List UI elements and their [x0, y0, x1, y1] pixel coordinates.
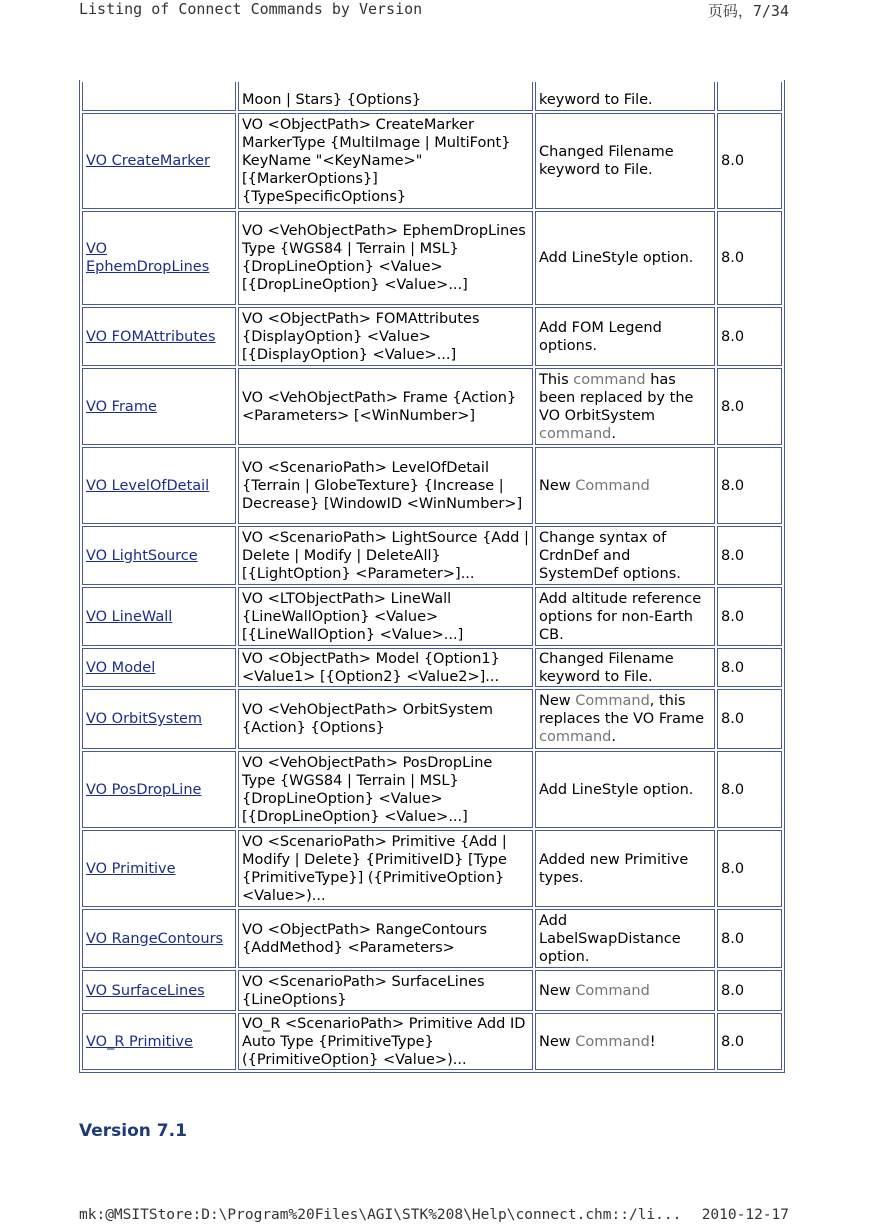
table-row — [82, 307, 782, 366]
description-text: command — [539, 425, 612, 442]
command-link[interactable]: VO_R Primitive — [86, 1033, 193, 1050]
description-text: command — [573, 371, 646, 388]
command-link[interactable]: VO Primitive — [86, 860, 176, 877]
command-cell — [82, 307, 236, 366]
page-header-title: Listing of Connect Commands by Version — [79, 0, 423, 18]
description-text: Command — [575, 477, 650, 494]
syntax-cell: VO <ObjectPath> Model {Option1} <Value1> [{Option2} <Value2>]... — [238, 648, 533, 687]
syntax-cell: VO <ScenarioPath> Primitive {Add | Modify | Delete} {PrimitiveID} [Type {PrimitiveType}] ({PrimitiveOption} <Value>)... — [238, 830, 533, 907]
command-cell — [82, 751, 236, 828]
table-row — [82, 830, 782, 907]
command-cell — [82, 587, 236, 646]
version-cell: 8.0 — [717, 211, 782, 305]
description-cell: Added new Primitive types. — [535, 830, 715, 907]
command-link[interactable]: VO EphemDropLines — [86, 241, 210, 275]
version-cell: 8.0 — [717, 909, 782, 968]
version-cell: 8.0 — [717, 113, 782, 209]
description-text: New — [539, 982, 576, 999]
command-cell — [82, 113, 236, 209]
version-cell: 8.0 — [717, 526, 782, 585]
description-text: New — [539, 1033, 576, 1050]
command-link[interactable]: VO Frame — [86, 398, 157, 415]
page-number: 页码，7/34 — [707, 2, 789, 20]
command-cell — [82, 1013, 236, 1070]
version-cell: 8.0 — [717, 307, 782, 366]
description-cell: keyword to File. — [535, 82, 715, 111]
command-cell — [82, 689, 236, 749]
command-cell — [82, 82, 236, 111]
command-link[interactable]: VO RangeContours — [86, 930, 224, 947]
description-text: , this replaces the VO Frame — [539, 693, 705, 727]
description-text: Command — [575, 1033, 650, 1050]
command-link[interactable]: VO LevelOfDetail — [86, 477, 210, 494]
command-link[interactable]: VO OrbitSystem — [86, 711, 203, 727]
syntax-cell: VO <ScenarioPath> LightSource {Add | Delete | Modify | DeleteAll} [{LightOption} <Parameter>]... — [238, 526, 533, 585]
description-cell: Add LineStyle option. — [535, 751, 715, 828]
syntax-cell: VO <ObjectPath> CreateMarker MarkerType {MultiImage | MultiFont} KeyName "<KeyName>" [{MarkerOptions}] {TypeSpecificOptions} — [238, 113, 533, 209]
command-link[interactable]: VO LineWall — [86, 608, 173, 625]
description-text: This — [539, 371, 574, 388]
description-cell: Add FOM Legend options. — [535, 307, 715, 366]
description-cell: Change syntax of CrdnDef and SystemDef options. — [535, 526, 715, 585]
command-cell — [82, 830, 236, 907]
syntax-cell: VO <LTObjectPath> LineWall {LineWallOption} <Value> [{LineWallOption} <Value>...] — [238, 587, 533, 646]
description-text: New — [539, 693, 576, 709]
version-cell: 8.0 — [717, 830, 782, 907]
footer-date: 2010-12-17 — [701, 1207, 789, 1223]
command-cell — [82, 526, 236, 585]
table-row — [82, 368, 782, 445]
description-text: Command — [575, 982, 650, 999]
syntax-cell: VO <ObjectPath> FOMAttributes {DisplayOption} <Value> [{DisplayOption} <Value>...] — [238, 307, 533, 366]
command-link[interactable]: VO Model — [86, 659, 156, 676]
version-cell — [717, 82, 782, 111]
version-cell: 8.0 — [717, 447, 782, 524]
table-row — [82, 447, 782, 524]
table-row — [82, 909, 782, 968]
syntax-cell: VO <ObjectPath> RangeContours {AddMethod} <Parameters> — [238, 909, 533, 968]
command-cell — [82, 648, 236, 687]
commands-table — [79, 80, 785, 1073]
table-row — [82, 970, 782, 1011]
description-cell — [535, 1013, 715, 1070]
version-cell: 8.0 — [717, 587, 782, 646]
command-link[interactable]: VO PosDropLine — [86, 781, 202, 798]
description-text: New — [539, 477, 576, 494]
description-cell — [535, 368, 715, 445]
command-link[interactable]: VO SurfaceLines — [86, 982, 205, 999]
syntax-cell: Moon | Stars} {Options} — [238, 82, 533, 111]
section-heading: Version 7.1 — [79, 1121, 187, 1141]
footer-path: mk:@MSITStore:D:\Program%20Files\AGI\STK%208\Help\connect.chm::/li... — [79, 1207, 682, 1223]
version-cell: 8.0 — [717, 1013, 782, 1070]
command-link[interactable]: VO FOMAttributes — [86, 328, 216, 345]
description-text: . — [611, 729, 616, 745]
table-row — [82, 113, 782, 209]
table-row — [82, 751, 782, 828]
table-row — [82, 1013, 782, 1070]
syntax-cell: VO <VehObjectPath> OrbitSystem {Action} {Options} — [238, 689, 533, 749]
version-cell: 8.0 — [717, 368, 782, 445]
description-cell: Add altitude reference options for non-Earth CB. — [535, 587, 715, 646]
command-cell — [82, 447, 236, 524]
description-text: ! — [649, 1033, 656, 1050]
description-text: has been replaced by the VO OrbitSystem — [539, 371, 694, 424]
description-cell: Changed Filename keyword to File. — [535, 648, 715, 687]
command-link[interactable]: VO CreateMarker — [86, 153, 210, 169]
version-cell: 8.0 — [717, 648, 782, 687]
command-cell — [82, 909, 236, 968]
description-text: command — [539, 729, 612, 745]
table-row-continued — [82, 82, 782, 111]
command-cell — [82, 970, 236, 1011]
command-cell — [82, 211, 236, 305]
syntax-cell: VO <ScenarioPath> SurfaceLines {LineOptions} — [238, 970, 533, 1011]
version-cell: 8.0 — [717, 689, 782, 749]
syntax-cell: VO <VehObjectPath> PosDropLine Type {WGS84 | Terrain | MSL} {DropLineOption} <Value> [{DropLineOption} <Value>...] — [238, 751, 533, 828]
table-row — [82, 587, 782, 646]
description-text: . — [611, 425, 616, 442]
table-row — [82, 689, 782, 749]
description-cell — [535, 689, 715, 749]
description-cell — [535, 447, 715, 524]
version-cell: 8.0 — [717, 751, 782, 828]
syntax-cell: VO <VehObjectPath> Frame {Action} <Parameters> [<WinNumber>] — [238, 368, 533, 445]
table-row — [82, 648, 782, 687]
syntax-cell: VO <ScenarioPath> LevelOfDetail {Terrain | GlobeTexture} {Increase | Decrease} [WindowID <WinNumber>] — [238, 447, 533, 524]
description-cell: Changed Filename keyword to File. — [535, 113, 715, 209]
syntax-cell: VO_R <ScenarioPath> Primitive Add ID Auto Type {PrimitiveType} ({PrimitiveOption} <Value>)... — [238, 1013, 533, 1070]
description-cell: Add LineStyle option. — [535, 211, 715, 305]
command-link[interactable]: VO LightSource — [86, 547, 198, 564]
syntax-cell: VO <VehObjectPath> EphemDropLines Type {WGS84 | Terrain | MSL} {DropLineOption} <Value> [{DropLineOption} <Value>...] — [238, 211, 533, 305]
version-cell: 8.0 — [717, 970, 782, 1011]
description-cell: Add LabelSwapDistance option. — [535, 909, 715, 968]
description-cell — [535, 970, 715, 1011]
table-row — [82, 526, 782, 585]
description-text: Command — [575, 693, 650, 709]
command-cell — [82, 368, 236, 445]
table-row — [82, 211, 782, 305]
